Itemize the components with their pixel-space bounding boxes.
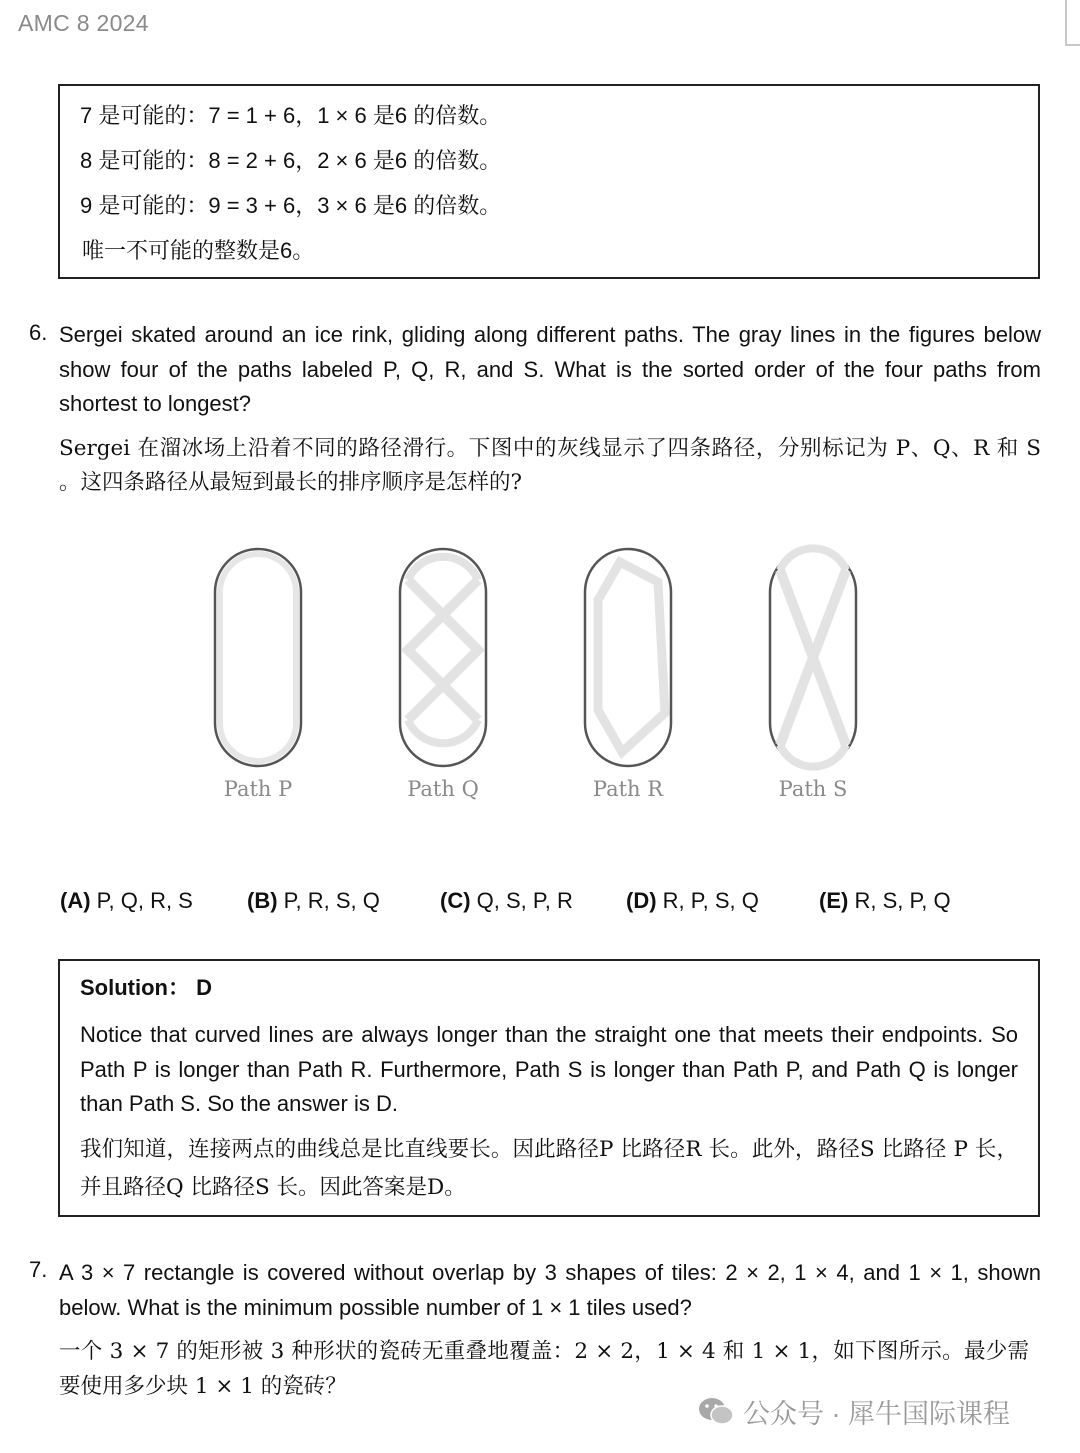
- watermark: [697, 1392, 1010, 1431]
- path-r-figure: [585, 549, 671, 766]
- question-7-body: [59, 1256, 1041, 1404]
- choice-d[interactable]: (D) R, P, S, Q: [626, 888, 759, 913]
- question-6-number: 6.: [29, 320, 48, 345]
- path-p-label: Path P: [223, 777, 293, 801]
- path-s-label: Path S: [778, 777, 848, 801]
- solution-conclusion: 唯一不可能的整数是6。: [82, 238, 315, 263]
- choice-a[interactable]: (A) P, Q, R, S: [60, 888, 193, 913]
- question-6-text-cn: Sergei 在溜冰场上沿着不同的路径滑行。下图中的灰线显示了四条路径，分别标记为 P、Q、R 和 S 。这四条路径从最短到最长的排序顺序是怎样的?: [59, 435, 1041, 495]
- solution-title: Solution： D: [80, 975, 212, 1000]
- solution-text-en: Notice that curved lines are always longer than the straight one that meets their endpoints. So Path P is longer than Path R. Furthermore, Path S is longer than Path P, and Path Q is longer than Path S. So the answer is D.: [80, 1022, 1018, 1116]
- question-7-text-cn: 一个 3 × 7 的矩形被 3 种形状的瓷砖无重叠地覆盖：2 × 2，1 × 4 和 1 × 1，如下图所示。最少需要使用多少块 1 × 1 的瓷砖？: [59, 1339, 1029, 1399]
- solution-box: [58, 959, 1040, 1217]
- path-r-label: Path R: [592, 777, 664, 801]
- path-q-figure: [400, 549, 486, 766]
- solution-text-cn: 我们知道，连接两点的曲线总是比直线要长。因此路径P 比路径R 长。此外，路径S 比路径 P 长，并且路径Q 比路径S 长。因此答案是D。: [80, 1136, 1018, 1200]
- question-6-text-en: Sergei skated around an ice rink, gliding along different paths. The gray lines in the figures below show four of the paths labeled P, Q, R, and S. What is the sorted order of the four paths from shortest to longest?: [59, 322, 1041, 416]
- solution-line-9: 9 是可能的：9 = 3 + 6，3 × 6 是6 的倍数。: [80, 193, 502, 218]
- path-p-figure: [215, 549, 301, 766]
- choice-e[interactable]: (E) R, S, P, Q: [819, 888, 951, 913]
- solution-line-7: 7 是可能的：7 = 1 + 6，1 × 6 是6 的倍数。: [80, 103, 502, 128]
- solution-line-8: 8 是可能的：8 = 2 + 6，2 × 6 是6 的倍数。: [80, 148, 502, 173]
- choice-c[interactable]: (C) Q, S, P, R: [440, 888, 573, 913]
- path-s-figure: [770, 548, 856, 766]
- choice-b[interactable]: (B) P, R, S, Q: [247, 888, 380, 913]
- question-7-text-en: A 3 × 7 rectangle is covered without overlap by 3 shapes of tiles: 2 × 2, 1 × 4, and 1 × 1, shown below. What is the minimum possible number of 1 × 1 tiles used?: [59, 1260, 1041, 1320]
- watermark-text: 公众号 · 犀牛国际课程: [743, 1399, 1010, 1429]
- question-7-number: 7.: [29, 1257, 48, 1282]
- wechat-icon: [697, 1396, 735, 1428]
- page-header-title: AMC 8 2024: [18, 10, 149, 36]
- path-q-label: Path Q: [407, 777, 479, 801]
